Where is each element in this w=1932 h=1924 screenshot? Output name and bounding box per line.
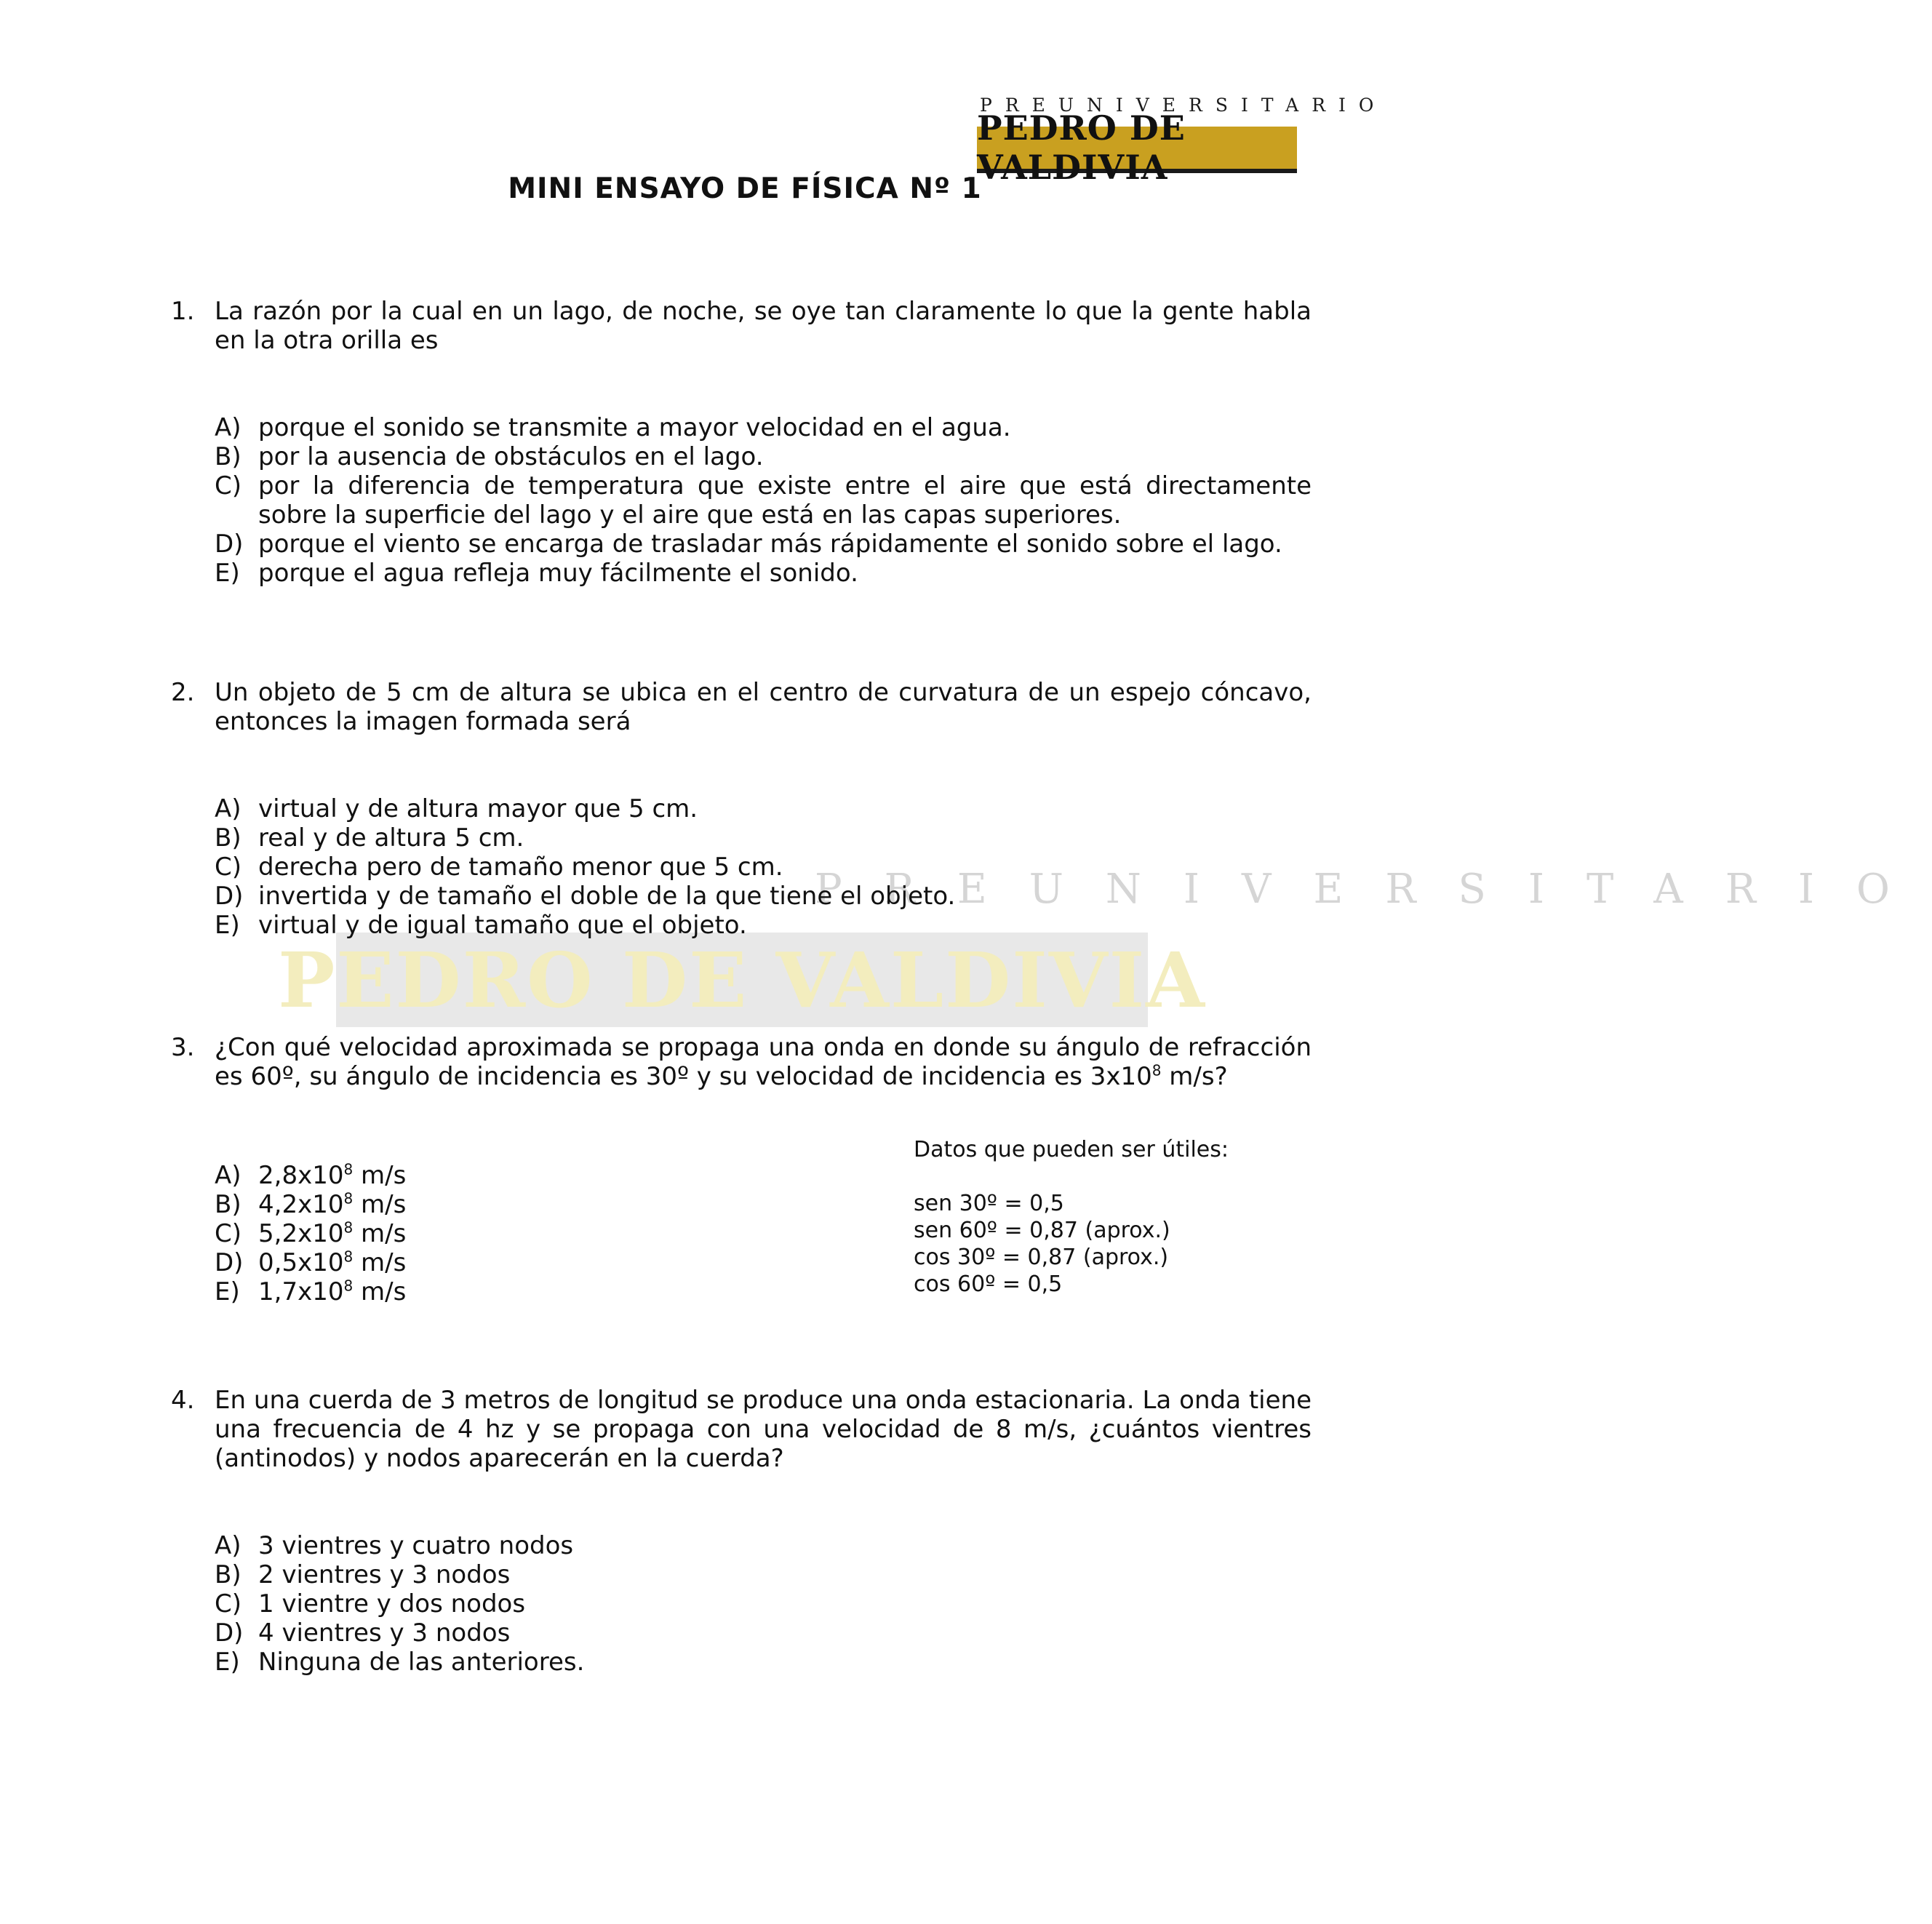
watermark-top-text: PREUNIVERSITARIO (815, 866, 1932, 913)
exponent: 8 (343, 1277, 354, 1295)
option-c (171, 471, 1312, 530)
option-unit: m/s (353, 1277, 407, 1306)
option-e (171, 1648, 1312, 1677)
option-letter: A) (215, 413, 242, 442)
option-text: 3 vientres y cuatro nodos (258, 1531, 574, 1560)
logo-top-text: PREUNIVERSITARIO (980, 95, 1387, 116)
option-list (171, 1531, 1312, 1677)
option-b (171, 1560, 1312, 1589)
option-letter: E) (215, 559, 240, 588)
option-letter: A) (215, 1161, 242, 1190)
option-text: 2 vientres y 3 nodos (258, 1560, 511, 1589)
option-letter: D) (215, 1618, 244, 1648)
option-letter: B) (215, 823, 242, 853)
exponent: 8 (343, 1160, 354, 1178)
header-logo (977, 95, 1387, 187)
option-c (171, 1589, 1312, 1618)
option-value: 4,2x10 (258, 1190, 344, 1219)
option-letter: C) (215, 1589, 242, 1618)
exponent: 8 (343, 1218, 354, 1237)
question-1 (171, 297, 1312, 588)
question-text: Un objeto de 5 cm de altura se ubica en el centro de curvatura de un espejo cóncavo, entonces la imagen formada será (215, 678, 1312, 736)
option-text: por la diferencia de temperatura que existe entre el aire que está directamente sobre la superficie del lago y el aire que está en las capas superiores. (258, 471, 1312, 530)
option-letter: E) (215, 911, 240, 940)
question-stem (171, 678, 1312, 736)
useful-data-line: sen 30º = 0,5 (914, 1191, 1064, 1216)
option-letter: D) (215, 1248, 244, 1277)
option-text: virtual y de igual tamaño que el objeto. (258, 911, 747, 940)
watermark-main-text: PEDRO DE VALDIVIA (278, 935, 1206, 1025)
option-letter: B) (215, 1560, 242, 1589)
option-a (171, 794, 1312, 823)
option-text: invertida y de tamaño el doble de la que tiene el objeto. (258, 882, 956, 911)
option-text: derecha pero de tamaño menor que 5 cm. (258, 853, 783, 882)
option-letter: A) (215, 1531, 242, 1560)
option-a (171, 413, 1312, 442)
option-letter: D) (215, 530, 244, 559)
logo-main-box (977, 108, 1297, 187)
option-value: 2,8x10 (258, 1161, 344, 1190)
question-4 (171, 1386, 1312, 1677)
option-text: porque el sonido se transmite a mayor velocidad en el agua. (258, 413, 1011, 442)
option-value: 5,2x10 (258, 1219, 344, 1248)
option-c (171, 853, 1312, 882)
option-letter: C) (215, 471, 242, 500)
question-text (215, 1033, 1312, 1091)
option-unit: m/s (353, 1219, 407, 1248)
exponent: 8 (343, 1189, 354, 1208)
question-number: 3. (171, 1033, 195, 1062)
question-number: 1. (171, 297, 195, 326)
question-text: En una cuerda de 3 metros de longitud se produce una onda estacionaria. La onda tiene una frecuencia de 4 hz y se propaga con una velocidad de 8 m/s, ¿cuántos vientres (antinodos) y nodos aparecerán en la cuerda? (215, 1386, 1312, 1473)
option-e (171, 559, 1312, 588)
option-d (171, 1618, 1312, 1648)
useful-data-line: sen 60º = 0,87 (aprox.) (914, 1218, 1170, 1243)
option-letter: C) (215, 853, 242, 882)
option-unit: m/s (353, 1190, 407, 1219)
option-b (171, 823, 1312, 853)
useful-data-box (914, 1136, 1229, 1298)
option-unit: m/s (353, 1248, 407, 1277)
page-title: MINI ENSAYO DE FÍSICA Nº 1 (508, 172, 982, 205)
option-e (171, 911, 1312, 940)
option-letter: D) (215, 882, 244, 911)
option-letter: C) (215, 1219, 242, 1248)
option-letter: E) (215, 1277, 240, 1306)
question-number: 2. (171, 678, 195, 707)
option-text: 1 vientre y dos nodos (258, 1589, 526, 1618)
question-number: 4. (171, 1386, 195, 1415)
question-text: La razón por la cual en un lago, de noche, se oye tan claramente lo que la gente habla en la otra orilla es (215, 297, 1312, 355)
option-a (171, 1531, 1312, 1560)
useful-data-line: cos 30º = 0,87 (aprox.) (914, 1245, 1169, 1270)
option-list (171, 413, 1312, 588)
question-text-main: ¿Con qué velocidad aproximada se propaga una onda en donde su ángulo de refracción es 60º, su ángulo de incidencia es 30º y su velocidad de incidencia es 3x10 (215, 1033, 1312, 1091)
question-stem (171, 297, 1312, 355)
logo-main-text: PEDRO DE VALDIVIA (977, 108, 1186, 187)
option-letter: B) (215, 442, 242, 471)
option-value: 1,7x10 (258, 1277, 344, 1306)
option-d (171, 530, 1312, 559)
option-letter: B) (215, 1190, 242, 1219)
exponent: 8 (343, 1248, 354, 1266)
option-letter: E) (215, 1648, 240, 1677)
option-text: Ninguna de las anteriores. (258, 1648, 585, 1677)
option-text: virtual y de altura mayor que 5 cm. (258, 794, 698, 823)
option-text: por la ausencia de obstáculos en el lago. (258, 442, 764, 471)
option-unit: m/s (353, 1161, 407, 1190)
option-d (171, 882, 1312, 911)
option-text: porque el viento se encarga de trasladar más rápidamente el sonido sobre el lago. (258, 530, 1282, 559)
question-text-unit: m/s? (1161, 1062, 1228, 1091)
option-value: 0,5x10 (258, 1248, 344, 1277)
option-text: real y de altura 5 cm. (258, 823, 524, 853)
exponent: 8 (1151, 1061, 1162, 1079)
option-text: 4 vientres y 3 nodos (258, 1618, 511, 1648)
question-stem (171, 1386, 1312, 1473)
question-stem (171, 1033, 1312, 1091)
question-2 (171, 678, 1312, 940)
watermark-logo (278, 933, 1206, 1027)
option-list (171, 794, 1312, 940)
option-letter: A) (215, 794, 242, 823)
option-text: porque el agua refleja muy fácilmente el sonido. (258, 559, 858, 588)
useful-data-title: Datos que pueden ser útiles: (914, 1137, 1229, 1162)
option-b (171, 442, 1312, 471)
useful-data-line: cos 60º = 0,5 (914, 1272, 1063, 1297)
